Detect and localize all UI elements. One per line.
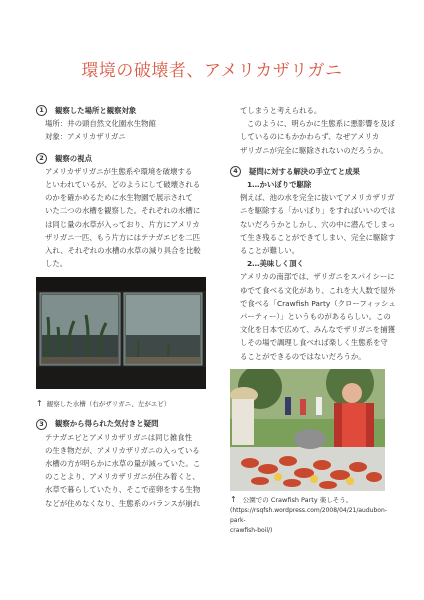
aquarium-tanks-photo — [36, 277, 206, 389]
caption-text: 公園での Crawfish Party 楽しそう。 — [242, 495, 353, 504]
section-title: 観察の視点 — [55, 153, 92, 163]
body-line: パーティー）」というものがあるらしい。この — [240, 312, 391, 322]
body-line: のことより、アメリカザリガニが住み着くと、 — [45, 472, 200, 482]
body-line: ないだろうかとしかし、穴の中に潜んでしまっ — [240, 219, 396, 229]
body-line: アメリカザリガニが生態系や環境を破壊する — [45, 166, 193, 176]
body-line: 水槽の方が明らかに水草の量が減っていた。こ — [45, 459, 201, 469]
body-line: 例えば、池の水を完全に抜いてアメリカザリガ — [240, 193, 395, 203]
body-line: しその場で調理し食べれば楽しく生態系を守 — [240, 338, 388, 348]
subheading-kaibori: 1…かいぼりで駆除 — [247, 180, 312, 190]
section-1-heading — [36, 104, 214, 117]
page-title: 環境の破壊者、アメリカザリガニ — [81, 61, 343, 81]
body-line: ザリガニ一匹、もう片方にはテナガエビを二匹 — [45, 232, 200, 242]
subheading-eat: 2…美味しく頂く — [247, 259, 304, 269]
source-url-line-1: (https://rsqfsh.wordpress.com/2008/04/21/audubon-park- — [230, 506, 387, 524]
party-photo-caption — [230, 494, 398, 506]
body-line: で食べる「Crawfish Party（クローフィッシュ — [240, 298, 396, 308]
body-line: ることができるのではないだろうか。 — [240, 351, 366, 361]
section-number: 1 — [36, 105, 47, 116]
body-line: しているのにもかかわらず、なぜアメリカ — [240, 132, 380, 142]
location-line: 場所：井の頭自然文化園水生物館 — [45, 119, 156, 129]
body-line: いた二つの水槽を観察した。それぞれの水槽に — [45, 206, 201, 216]
body-line: した。 — [45, 259, 68, 269]
body-line: このように、明らかに生態系に悪影響を及ぼ — [247, 119, 395, 129]
section-title: 観察から得られた気付きと疑問 — [55, 419, 159, 429]
body-line: などが住めなくなり、生態系のバランスが崩れ — [45, 498, 200, 508]
body-line: のかを確かめるために水生物園で展示されて — [45, 193, 193, 203]
body-line: は同じ量の水草が入っており、片方にアメリカ — [45, 219, 200, 229]
section-number: 3 — [36, 419, 47, 430]
body-line: ニを駆除する「かいぼり」をすればいいのでは — [240, 206, 396, 216]
arrow-up-icon: ↑ — [230, 494, 237, 504]
left-column — [36, 104, 214, 510]
source-url-line-2: crawfish-boil/) — [230, 526, 273, 534]
body-line: 文化を日本で広めて、みんなでザリガニを捕獲 — [240, 325, 395, 335]
body-line: アメリカの南部では、ザリガニをスパイシーに — [240, 272, 395, 282]
section-title: 疑問に対する解決の手立てと成果 — [249, 166, 360, 176]
section-2-heading — [36, 152, 214, 165]
section-title: 観察した場所と観察対象 — [55, 106, 137, 115]
caption-text: 観察した水槽（右がザリガニ、左がエビ） — [46, 400, 171, 409]
body-line: 入れ、それぞれの水槽の水草の減り具合を比較 — [45, 246, 201, 256]
section-4-heading — [230, 165, 398, 178]
body-line: ザリガニが完全に駆除されないのだろうか。 — [240, 145, 388, 155]
section-3-body — [36, 431, 214, 510]
body-line: て生き残ることができてしまい、完全に駆除す — [240, 232, 396, 242]
body-line: といわれているが、どのようにして破壊される — [45, 180, 201, 190]
crawfish-party-photo — [230, 369, 385, 491]
subject-line: 対象：アメリカザリガニ — [45, 132, 126, 142]
body-line: ゆでて食べる文化があり、これを大人数で屋外 — [240, 285, 396, 295]
body-line: テナガエビとアメリカザリガニは同じ雑食性 — [45, 432, 193, 442]
body-line: てしまうと考えられる。 — [240, 106, 322, 115]
section-3-heading — [36, 417, 214, 430]
aquarium-photo-caption — [36, 399, 214, 409]
section-2-body — [36, 165, 214, 271]
body-line: ることが難しい。 — [240, 246, 300, 256]
body-line: 水草で暮らしていたり、そこで産卵をする生物 — [45, 485, 201, 495]
right-column — [230, 104, 398, 536]
section-number: 2 — [36, 153, 47, 164]
body-line: の生き物だが、アメリカザリガニの入っている — [45, 445, 200, 455]
arrow-up-icon: ↑ — [36, 399, 43, 409]
section-number: 4 — [230, 166, 241, 177]
